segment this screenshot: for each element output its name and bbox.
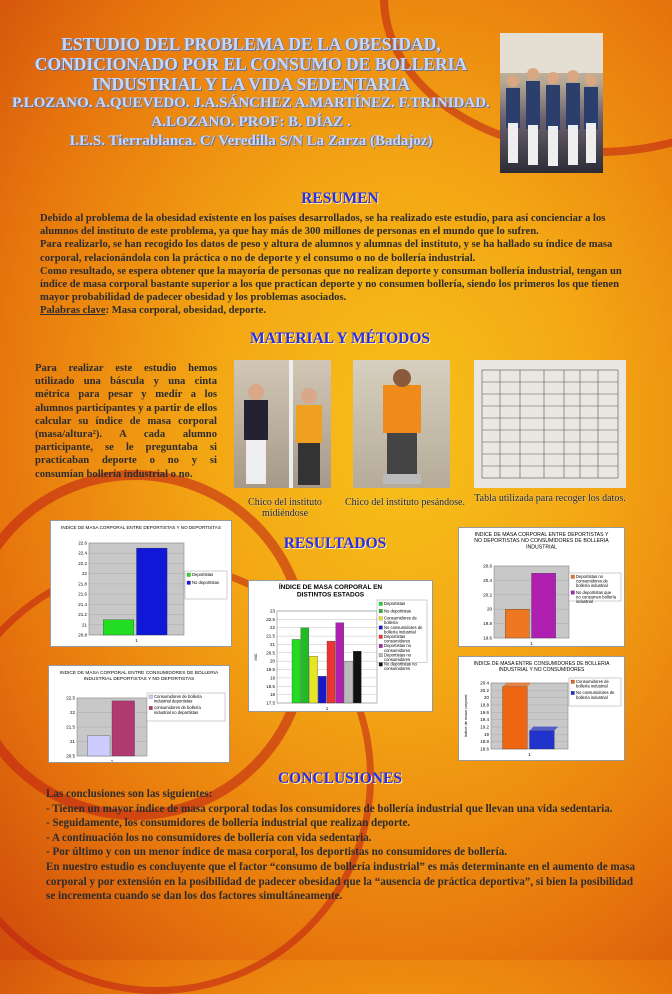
photo-weighing <box>353 360 450 488</box>
caption-measuring: Chico del instituto midiéndose <box>248 497 322 519</box>
conclusiones-text <box>46 787 636 904</box>
bar <box>530 731 555 749</box>
bar <box>318 676 326 703</box>
legend-label: industrial no deportistas <box>154 709 199 715</box>
chart-card-4 <box>458 527 625 647</box>
legend-label: Deportistas no <box>384 652 411 658</box>
weighing-photo <box>353 360 450 488</box>
tick-label: 21.5 <box>66 724 75 730</box>
legend-label: Deportistas no <box>384 643 411 649</box>
tick-label: 21 <box>269 641 275 647</box>
category-label: 1 <box>530 641 533 646</box>
category-label: 1 <box>528 752 531 757</box>
bar <box>88 736 111 756</box>
legend-label: bollería industrial <box>576 583 608 589</box>
bar-top <box>503 683 532 687</box>
material-text: Para realizar este estudio hemos utilizado una báscula y una cinta métrica para pesar y medir a los alumnos participantes y a partir de ellos calcular su índice de masa corporal (masa/altura²). A cada alumno participante, se le preguntaba si practicaban deporte o no y si consumían bollería industrial o no. <box>35 363 217 480</box>
students-group-photo <box>500 33 603 173</box>
legend-label: bollería industrial <box>576 683 608 689</box>
category-label: 1 <box>325 706 329 711</box>
category-label: 1 <box>110 759 114 762</box>
legend-swatch <box>379 609 383 613</box>
poster-title <box>10 34 492 151</box>
chart-card-2 <box>248 580 433 712</box>
resumen-paragraph: Para realizarlo, se han recogido los datos de peso y altura de alumnos y alumnas del instituto, y se ha hallado su índice de masa corporal, relacionándola con la práctica o no de deporte y el consumo o no de bollería industrial. <box>40 239 613 264</box>
tick-label: 19 <box>269 675 275 681</box>
legend-swatch <box>149 706 153 710</box>
chart-title: INDUSTRIAL DEPORTISTAS Y NO DEPORTISTAS <box>83 676 195 682</box>
tick-label: 21.2 <box>78 612 87 618</box>
tick-label: 18.8 <box>480 739 489 745</box>
bar <box>292 639 300 703</box>
tick-label: 19 <box>483 731 489 737</box>
tick-label: 22 <box>81 571 87 577</box>
chart-title: INDICE DE MASA CORPORAL ENTRE CONSUMIDORES DE BOLLERIA <box>59 671 219 676</box>
tick-label: 20.5 <box>266 650 275 656</box>
tick-label: 19.8 <box>480 702 489 708</box>
tick-label: 18.6 <box>480 746 489 752</box>
chart-no-consumidores <box>459 528 624 646</box>
legend-label: No consumidores de <box>384 624 423 630</box>
legend-label: bollería industrial <box>576 694 608 700</box>
authors: P.LOZANO. A.QUEVEDO. J.A.SÁNCHEZ A.MARTÍNEZ. F.TRINIDAD. <box>12 95 490 111</box>
tick-label: 20 <box>483 695 489 701</box>
legend-label: No deportistas <box>384 608 411 614</box>
chart-bolleria <box>459 657 624 760</box>
category-label: 1 <box>135 638 138 643</box>
tick-label: 21 <box>81 622 87 628</box>
legend-label: bollería industrial <box>384 629 416 635</box>
chart-title: NO DEPORTISTAS NO CONSUMIDORES DE BOLLERIA <box>474 538 609 545</box>
legend-label: industrial deportistas <box>154 698 193 704</box>
keywords-label: Palabras clave <box>40 305 106 317</box>
bar <box>532 573 556 638</box>
photo-measuring <box>234 360 331 488</box>
tick-label: 20.2 <box>480 687 489 693</box>
tick-label: 20.8 <box>78 632 87 638</box>
tick-label: 22.5 <box>66 695 75 701</box>
tick-label: 19.6 <box>480 709 489 715</box>
conclusion-line: En nuestro estudio es concluyente que el factor “consumo de bollería industrial” es más determinante en el aumento de masa corporal y por extensión en la posibilidad de padecer obesidad que la “ausencia de práctica deportiva”, si bien la posibilidad se incrementa cuando se dan los dos factores simultáneamente. <box>46 860 636 903</box>
legend-label: consumidores <box>384 647 411 653</box>
tick-label: 21.8 <box>78 581 87 587</box>
tick-label: 19.2 <box>480 724 489 730</box>
bar <box>137 548 168 635</box>
legend-label: consumidores de <box>576 578 608 584</box>
legend-label: consumidores <box>384 638 411 644</box>
legend-swatch <box>379 635 383 639</box>
legend-swatch <box>187 573 191 577</box>
conclusion-line: - Seguidamente, los consumidores de bollería industrial que realizan deporte. <box>46 817 411 830</box>
legend-label: Deportistas <box>192 572 214 577</box>
chart-card-3 <box>48 665 230 763</box>
tick-label: 19.4 <box>480 717 489 723</box>
legend-label: No deportistas que <box>576 589 612 595</box>
tick-label: 20 <box>269 658 275 664</box>
tick-label: 21.6 <box>78 591 87 597</box>
tick-label: 21 <box>69 739 75 744</box>
chart-title: INDUSTRIAL <box>526 544 557 551</box>
tick-label: 22 <box>69 710 75 715</box>
conclusion-line: - A continuación los no consumidores de bollería con vida sedentaria. <box>46 831 372 844</box>
tick-label: 21.5 <box>266 633 275 639</box>
data-table-image <box>474 360 626 488</box>
tick-label: 22.4 <box>78 550 87 556</box>
tick-label: 20.5 <box>66 753 75 759</box>
measuring-photo <box>234 360 331 488</box>
legend-label: consumidores <box>384 666 411 672</box>
bar-top <box>530 727 559 731</box>
tick-label: 20.2 <box>483 592 492 598</box>
chart-title: INDICE DE MASA ENTRE CONSUMIDORES DE BOLLERIA <box>473 661 610 667</box>
data-table-photo <box>474 360 626 488</box>
tick-label: 20 <box>486 606 492 612</box>
chart-title: ÍNDICE DE MASA CORPORAL EN <box>278 584 383 591</box>
tick-label: 20.4 <box>483 577 492 583</box>
legend-label: consumidores <box>384 657 411 662</box>
tick-label: 22.5 <box>266 616 275 622</box>
keywords <box>40 304 640 317</box>
bar <box>310 656 318 703</box>
tick-label: 22 <box>269 625 275 631</box>
chart-consumidores-deporte <box>49 666 229 762</box>
legend-label: No consumidores de <box>576 690 615 696</box>
chart-deportistas <box>51 521 231 646</box>
keywords-text: : Masa corporal, obesidad, deporte. <box>105 305 266 317</box>
legend-label: Deportistas no <box>576 574 603 579</box>
resumen-paragraph: Como resultado, se espera obtener que la mayoría de personas que no realizan deporte y consuman bollería industrial, tengan un índice de masa corporal bastante superior a los que practican deporte y no consumen bollería, siendo los primeros los que tienen mayor probabilidad de padecer obesidad y los problemas asociados. <box>40 265 622 304</box>
legend-label: bollería <box>384 620 398 626</box>
legend-label: No deportistas <box>192 580 219 585</box>
resumen-paragraph: Debido al problema de la obesidad existente en los países desarrollados, se ha realizado este estudio, para así concienciar a los alumnos del instituto de este problema, ya que hay más de 300 millones de personas en el mundo que lo sufren. <box>40 213 606 238</box>
tick-label: 17.5 <box>266 700 275 706</box>
conclusion-line: - Tienen un mayor índice de masa corporal todas los consumidores de bollería industrial que llevan una vida sedentaria. <box>46 802 613 815</box>
legend-label: Deportistas <box>384 601 406 606</box>
legend-swatch <box>149 695 153 699</box>
tick-label: 21.4 <box>78 601 87 607</box>
chart-card-5 <box>458 656 625 761</box>
legend-swatch <box>379 663 383 667</box>
school: I.E.S. Tierrablanca. C/ Veredilla S/N La Zarza (Badajoz) <box>69 133 433 149</box>
bar <box>327 641 335 703</box>
authors: A.LOZANO. PROF: B. DÍAZ . <box>151 114 351 130</box>
tick-label: 20.6 <box>483 563 492 569</box>
caption-table: Tabla utilizada para recoger los datos. <box>474 493 626 504</box>
resumen-heading: RESUMEN <box>301 190 379 207</box>
resultados-heading: RESULTADOS <box>283 535 387 552</box>
bar <box>336 623 344 703</box>
tick-label: 18 <box>269 692 275 698</box>
legend-swatch <box>379 653 383 657</box>
chart-title: INDUSTRIAL Y NO CONSUMIDORES <box>498 667 585 673</box>
legend-label: Deportistas <box>384 634 406 639</box>
bar <box>345 661 353 703</box>
chart-card-1 <box>50 520 232 647</box>
legend-swatch <box>379 626 383 630</box>
conclusiones-heading: CONCLUSIONES <box>277 770 403 787</box>
tick-label: 19.5 <box>266 667 275 673</box>
group-photo <box>500 33 603 173</box>
chart-title: DISTINTOS ESTADOS <box>296 591 365 599</box>
legend-swatch <box>571 591 575 595</box>
tick-label: 22.2 <box>78 560 87 566</box>
bar <box>505 609 529 638</box>
legend-swatch <box>571 691 575 695</box>
legend-label: industrial <box>576 599 593 604</box>
tick-label: 19.6 <box>483 635 492 641</box>
bar <box>301 628 309 703</box>
legend-swatch <box>379 617 383 621</box>
chart-title: INDICE DE MASA CORPORAL ENTRE DEPORTISTAS Y NO DEPORTISTAS <box>61 525 221 530</box>
legend-swatch <box>571 575 575 579</box>
resumen-text <box>40 212 640 318</box>
legend-label: No deportistas no <box>384 661 417 667</box>
tick-label: 22.6 <box>78 540 87 546</box>
tick-label: 19.8 <box>483 621 492 627</box>
conclusion-line: - Por último y con un menor índice de masa corporal, los deportistas no consumidores de bollería. <box>46 846 508 859</box>
legend-label: no consumen bollería <box>576 594 617 600</box>
tick-label: 23 <box>269 608 275 614</box>
tick-label: 18.5 <box>266 683 275 689</box>
bar <box>103 620 134 635</box>
bar <box>503 687 528 749</box>
legend-label: Consumidores de <box>384 615 417 621</box>
title-line: ESTUDIO DEL PROBLEMA DE LA OBESIDAD, <box>61 34 441 54</box>
y-axis-label: IMC <box>253 653 258 661</box>
tick-label: 20.4 <box>480 680 489 686</box>
legend-swatch <box>571 680 575 684</box>
bar <box>112 701 135 756</box>
y-axis-label: Indice de masa corporal <box>463 694 468 738</box>
title-line: INDUSTRIAL Y LA VIDA SEDENTARIA <box>92 74 410 94</box>
title-line: CONDICIONADO POR EL CONSUMO DE BOLLERIA <box>34 54 468 74</box>
bar <box>353 651 361 703</box>
legend-swatch <box>379 644 383 648</box>
legend-label: Consumidores de bollería <box>154 694 202 699</box>
chart-estados <box>249 581 432 711</box>
chart-title: INDICE DE MASA CORPORAL ENTRE DEPORTISTAS Y <box>474 532 609 538</box>
legend-swatch <box>379 602 383 606</box>
legend-label: Consumidores de <box>576 679 609 684</box>
caption-weighing: Chico del instituto pesándose. <box>345 497 465 508</box>
legend-swatch <box>187 581 191 585</box>
legend-label: consumidores de bollería <box>154 705 201 711</box>
material-heading: MATERIAL Y MÉTODOS <box>250 330 430 347</box>
conclusion-line: Las conclusiones son las siguientes: <box>46 788 213 800</box>
